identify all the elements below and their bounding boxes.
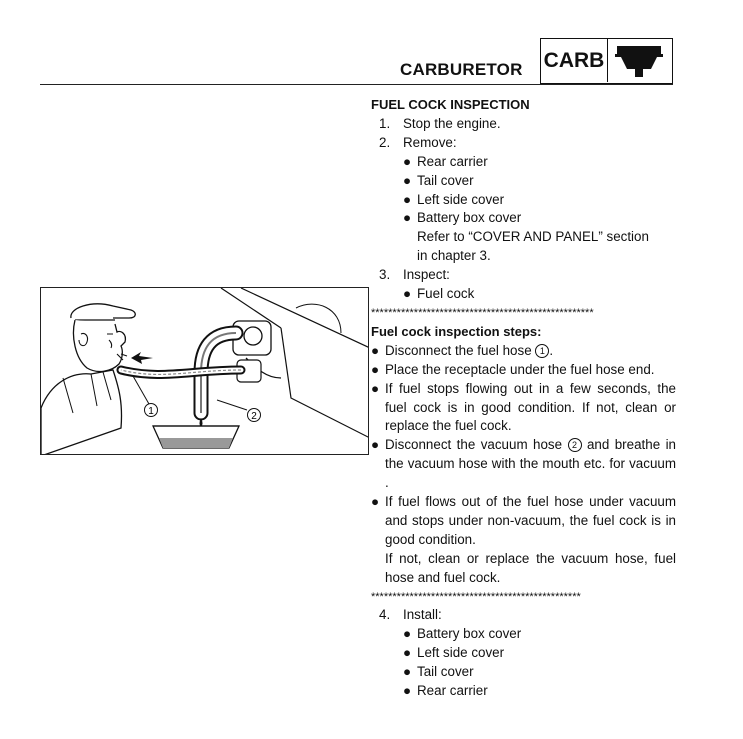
install-item: ● Tail cover xyxy=(403,664,474,680)
header-rule xyxy=(40,84,673,85)
star-divider: ************************************************* xyxy=(371,590,581,603)
list-item: 1. Stop the engine. xyxy=(379,115,501,131)
refer-note: Refer to “COVER AND PANEL” section xyxy=(417,229,649,245)
refer-note: in chapter 3. xyxy=(417,248,491,264)
install-item: ● Rear carrier xyxy=(403,683,488,699)
remove-item: ● Tail cover xyxy=(403,172,474,188)
step-item: ● If fuel stops flowing out in a few seconds, the fuel cock is in good condition. If not, clean or replace the fuel cock. xyxy=(371,380,676,434)
page-title: CARBURETOR xyxy=(400,60,523,79)
mechanic-drawing xyxy=(41,304,135,455)
step-item: ● Disconnect the vacuum hose 2 and breathe in the vacuum hose with the mouth etc. for vacuum . xyxy=(371,437,676,491)
step-item: ● If fuel flows out of the fuel hose under vacuum and stops under non-vacuum, the fuel cock is in good condition. xyxy=(371,494,676,547)
star-divider: **************************************************** xyxy=(371,306,594,319)
steps-list xyxy=(371,342,676,588)
receptacle-drawing xyxy=(153,426,239,448)
list-item: 2. Remove: xyxy=(379,134,457,150)
install-item: ● Left side cover xyxy=(403,645,505,661)
steps-title: Fuel cock inspection steps: xyxy=(371,323,542,339)
list-item: 3. Inspect: xyxy=(379,267,450,283)
inspect-item: ● Fuel cock xyxy=(403,286,475,302)
illustration-drawing xyxy=(41,288,369,455)
callout-1: 1 xyxy=(148,406,154,417)
step-item: ● Place the receptacle under the fuel hose end. xyxy=(371,361,655,377)
install-item: ● Battery box cover xyxy=(403,626,522,642)
remove-item: ● Left side cover xyxy=(403,191,505,207)
remove-item: ● Rear carrier xyxy=(403,153,488,169)
step-note: If not, clean or replace the vacuum hose, fuel hose and fuel cock. xyxy=(385,550,676,585)
list-item: 4. Install: xyxy=(379,607,442,623)
step-item: ● Disconnect the fuel hose 1 . xyxy=(371,342,554,358)
section-title: FUEL COCK INSPECTION xyxy=(371,97,530,112)
carburetor-icon xyxy=(611,42,667,80)
content-column xyxy=(371,96,676,701)
section-tag-label: CARB xyxy=(541,39,608,82)
remove-item: ● Battery box cover xyxy=(403,210,522,226)
callout-2: 2 xyxy=(251,411,257,422)
inspection-illustration xyxy=(40,287,369,455)
section-tag xyxy=(540,38,673,84)
